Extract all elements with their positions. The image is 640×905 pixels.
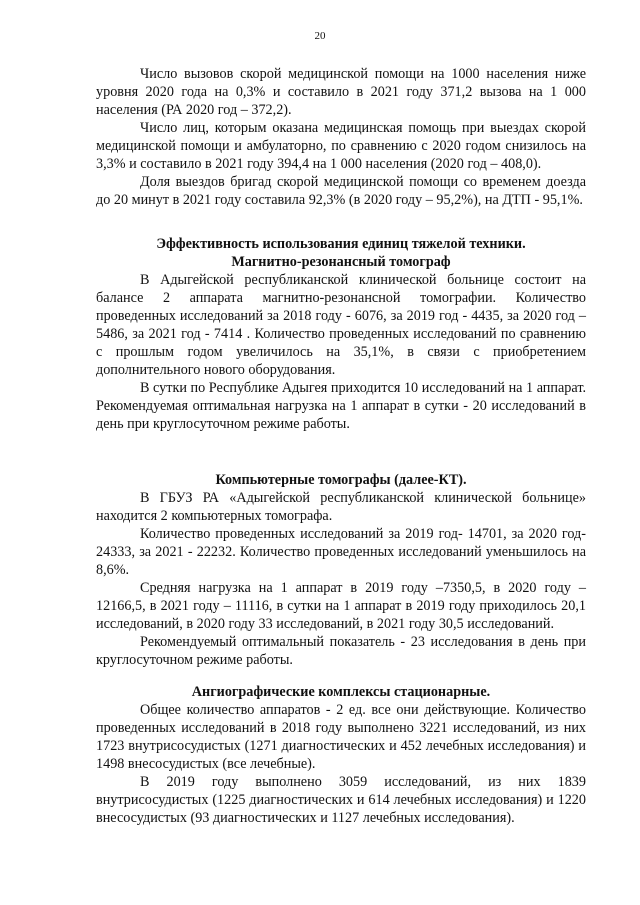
section-heading-angiography: Ангиографические комплексы стационарные. — [191, 684, 491, 700]
intro-paragraph: Число вызовов скорой медицинской помощи на 1000 населения ниже уровня 2020 года на 0,3% и составило в 2021 году 371,2 вызова на 1 000 населения (РА 2020 год – 372,2). — [96, 66, 586, 118]
intro-paragraph: Число лиц, которым оказана медицинская помощь при выездах скорой медицинской помощи и амбулаторно, по сравнению с 2020 годом снизилось на 3,3% и составило в 2021 году 394,4 на 1 000 населения (2020 год – 408,0). — [96, 120, 586, 172]
section-heading-heavy-equipment: Эффективность использования единиц тяжелой техники. — [156, 236, 526, 252]
mri-paragraph: В сутки по Республике Адыгея приходится 10 исследований на 1 аппарат. Рекомендуемая оптимальная нагрузка на 1 аппарат в сутки - 20 исследований в день при круглосуточном режиме работы. — [96, 380, 586, 432]
ct-paragraph: В ГБУЗ РА «Адыгейской республиканской клинической больнице» находится 2 компьютерных томографа. — [96, 490, 586, 524]
ct-paragraph: Количество проведенных исследований за 2019 год- 14701, за 2020 год- 24333, за 2021 - 22232. Количество проведенных исследований уменьшилось на 8,6%. — [96, 526, 586, 578]
page-number: 20 — [314, 30, 326, 42]
angio-paragraph: Общее количество аппаратов - 2 ед. все они действующие. Количество проведенных исследований в 2018 году выполнено 3221 исследований, из них 1723 внутрисосудистых (1271 диагностических и 452 лечебных исследования) и 1498 внесосудистых (все лечебные). — [96, 702, 586, 772]
ct-paragraph: Рекомендуемый оптимальный показатель - 23 исследования в день при круглосуточном режиме работы. — [96, 634, 586, 668]
mri-paragraph: В Адыгейской республиканской клинической больнице состоит на балансе 2 аппарата магнитно-резонансной томографии. Количество проведенных исследований за 2018 году - 6076, за 2019 год - 4435, за 2020 год – 5486, за 2021 год - 7414 . Количество проведенных исследований по сравнению с прошлым годом увеличилось на 35,1%, в связи с приобретением дополнительного нового оборудования. — [96, 272, 586, 378]
section-heading-mri: Магнитно-резонансный томограф — [231, 254, 451, 270]
ct-paragraph: Средняя нагрузка на 1 аппарат в 2019 году –7350,5, в 2020 году – 12166,5, в 2021 году – 11116, в сутки на 1 аппарат в 2019 году приходилось 20,1 исследований, в 2020 году 33 исследований, в 2021 году 30,5 исследований. — [96, 580, 586, 632]
section-heading-ct: Компьютерные томографы (далее-КТ). — [215, 472, 467, 488]
angio-paragraph: В 2019 году выполнено 3059 исследований, из них 1839 внутрисосудистых (1225 диагностических и 614 лечебных исследования) и 1220 внесосудистых (93 диагностических и 1127 лечебных исследования). — [96, 774, 586, 826]
document-body — [96, 65, 586, 827]
intro-paragraph: Доля выездов бригад скорой медицинской помощи со временем доезда до 20 минут в 2021 году составила 92,3% (в 2020 году – 95,2%), на ДТП - 95,1%. — [96, 174, 586, 208]
